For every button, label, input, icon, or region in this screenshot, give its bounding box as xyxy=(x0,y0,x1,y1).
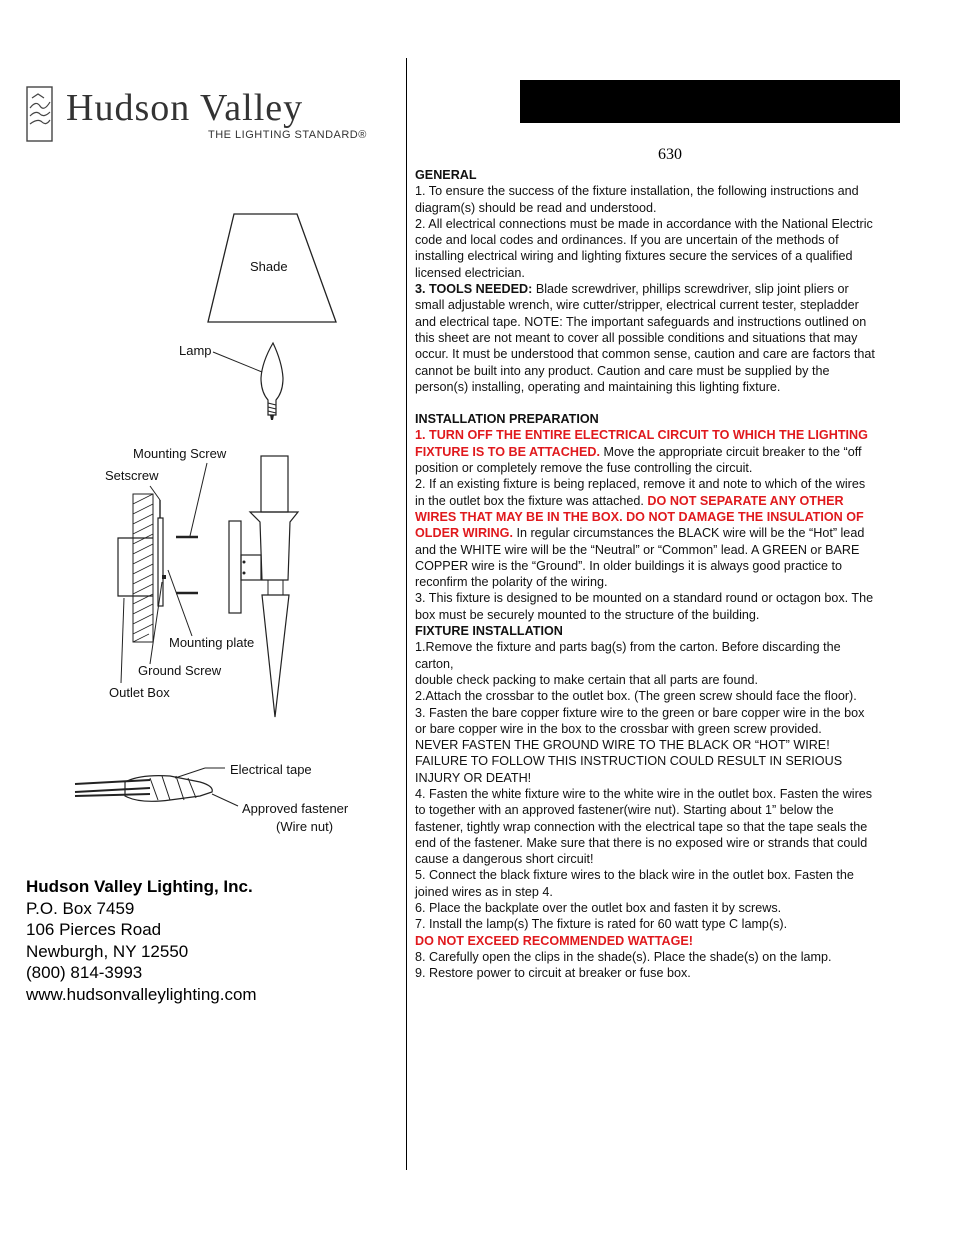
preparation-item2-line: COPPER wire is the “Ground”. In older buildings it is always good practice to xyxy=(415,558,842,573)
preparation-warning-text: DO NOT SEPARATE ANY OTHER xyxy=(643,493,844,508)
preparation-item2-line: 2. If an existing fixture is being replaced, remove it and note to which of the wires xyxy=(415,477,866,492)
general-item1-line: 1. To ensure the success of the fixture installation, the following instructions and xyxy=(415,184,859,199)
model-number: 630 xyxy=(658,146,682,163)
installation-diagram xyxy=(0,0,406,860)
installation-step3-line: INJURY OR DEATH! xyxy=(415,770,532,785)
general-item3-line: cannot be built into any product. Caution and care must be supplied by the xyxy=(415,363,830,378)
company-name: Hudson Valley Lighting, Inc. xyxy=(26,877,253,896)
preparation-warning-text: OLDER WIRING. xyxy=(415,526,513,541)
installation-heading: FIXTURE INSTALLATION xyxy=(415,624,563,639)
preparation-item1-line xyxy=(415,444,935,460)
brand-name: Hudson Valley xyxy=(66,87,304,129)
installation-step4-line: fastener, tightly wrap connection with the electrical tape so that the tape seals the xyxy=(415,819,868,834)
general-heading: GENERAL xyxy=(415,168,477,182)
general-item2-line: installing electrical wiring and lighting fixtures secure the services of a qualified xyxy=(415,249,853,264)
installation-step4-line: end of the fastener. Make sure that there is no exposed wire or strands that could xyxy=(415,835,868,850)
title-bar xyxy=(520,80,900,123)
installation-step5-line: joined wires as in step 4. xyxy=(415,884,553,899)
installation-step7-line: 7. Install the lamp(s) The fixture is rated for 60 watt type C lamp(s). xyxy=(415,917,788,932)
preparation-heading: INSTALLATION PREPARATION xyxy=(415,412,599,427)
fixture-arm-drawing xyxy=(250,512,298,580)
preparation-text: Move the appropriate circuit breaker to the “off xyxy=(599,444,862,459)
label-electrical-tape: Electrical tape xyxy=(230,762,312,777)
label-setscrew: Setscrew xyxy=(105,468,159,483)
city-state-zip: Newburgh, NY 12550 xyxy=(26,941,189,961)
general-item2-line: code and local codes and ordinances. If you are uncertain of the methods of xyxy=(415,233,839,248)
installation-step3-line: 3. Fasten the bare copper fixture wire to the green or bare copper wire in the box xyxy=(415,705,865,720)
label-mounting-screw: Mounting Screw xyxy=(133,446,227,461)
label-mounting-plate: Mounting plate xyxy=(169,635,255,650)
installation-step8-line: 8. Carefully open the clips in the shade(s). Place the shade(s) on the lamp. xyxy=(415,949,832,964)
column-divider xyxy=(406,58,407,1170)
brand-tagline: THE LIGHTING STANDARD® xyxy=(208,129,367,141)
label-outlet-box: Outlet Box xyxy=(109,685,170,700)
preparation-item3-line: box must be securely mounted to the structure of the building. xyxy=(415,607,760,622)
installation-step4-line: 4. Fasten the white fixture wire to the white wire in the outlet box. Fasten the wires xyxy=(415,786,873,801)
preparation-warning-line: WIRES THAT MAY BE IN THE BOX. DO NOT DAMAGE THE INSULATION OF xyxy=(415,509,864,524)
installation-step4-line: cause a dangerous short circuit! xyxy=(415,852,594,867)
general-item3-line: this sheet are not meant to cover all possible conditions and situations that may xyxy=(415,330,858,345)
instructions-body xyxy=(415,167,935,982)
general-item3-line xyxy=(415,281,935,297)
preparation-warning-text: FIXTURE IS TO BE ATTACHED. xyxy=(415,444,600,459)
label-approved-fastener: Approved fastener xyxy=(242,801,349,816)
installation-step1-line: carton, xyxy=(415,656,454,671)
label-ground-screw: Ground Screw xyxy=(138,663,222,678)
general-item3-line: and electrical tape. NOTE: The important safeguards and instructions outlined on xyxy=(415,314,867,329)
installation-step3-line: FAILURE TO FOLLOW THIS INSTRUCTION COULD RESULT IN SERIOUS xyxy=(415,754,843,769)
general-item3-line: small adjustable wrench, wire cutter/stripper, electrical current tester, stepladder xyxy=(415,298,859,313)
general-item3-line: occur. It must be understood that common sense, caution and care are factors that xyxy=(415,347,875,362)
wattage-warning: DO NOT EXCEED RECOMMENDED WATTAGE! xyxy=(415,933,693,948)
backplate-drawing xyxy=(229,521,241,613)
preparation-text: in the outlet box the fixture was attached. xyxy=(415,493,644,508)
po-box: P.O. Box 7459 xyxy=(26,898,135,918)
preparation-item2-line xyxy=(415,493,935,509)
general-item1-line: diagram(s) should be read and understood. xyxy=(415,200,657,215)
installation-step6-line: 6. Place the backplate over the outlet box and fasten it by screws. xyxy=(415,901,782,916)
tools-needed-text: Blade screwdriver, phillips screwdriver, slip joint pliers or xyxy=(532,282,849,297)
installation-step2-line: 2.Attach the crossbar to the outlet box. (The green screw should face the floor). xyxy=(415,689,857,704)
phone-number: (800) 814-3993 xyxy=(26,963,143,982)
installation-step3-line: NEVER FASTEN THE GROUND WIRE TO THE BLACK OR “HOT” WIRE! xyxy=(415,738,830,753)
company-address xyxy=(26,876,257,1005)
preparation-item2-line: reconfirm the polarity of the wiring. xyxy=(415,575,608,590)
installation-step5-line: 5. Connect the black fixture wires to the black wire in the outlet box. Fasten the xyxy=(415,868,854,883)
installation-step1-line: double check packing to make certain that all parts are found. xyxy=(415,672,759,687)
general-item3-line: person(s) installing, operating and maintaining this lighting fixture. xyxy=(415,379,781,394)
preparation-item1-line: position or completely remove the fuse controlling the circuit. xyxy=(415,461,753,476)
label-wire-nut: (Wire nut) xyxy=(276,819,334,834)
installation-step1-line: 1.Remove the fixture and parts bag(s) from the carton. Before discarding the xyxy=(415,640,841,655)
label-shade: Shade xyxy=(250,259,288,274)
installation-step3-line: or bare copper wire in the box to the crossbar with green screw provided. xyxy=(415,721,822,736)
preparation-warning-line: 1. TURN OFF THE ENTIRE ELECTRICAL CIRCUIT TO WHICH THE LIGHTING xyxy=(415,428,868,443)
street-address: 106 Pierces Road xyxy=(26,920,162,939)
label-lamp: Lamp xyxy=(179,343,212,358)
preparation-item2-line xyxy=(415,525,935,541)
installation-step4-line: to together with an approved fastener(wire nut). Starting about 1” below the xyxy=(415,803,834,818)
website[interactable]: www.hudsonvalleylighting.com xyxy=(26,984,257,1004)
preparation-item3-line: 3. This fixture is designed to be mounted on a standard round or octagon box. The xyxy=(415,591,874,606)
installation-step9-line: 9. Restore power to circuit at breaker or fuse box. xyxy=(415,966,691,981)
general-item2-line: 2. All electrical connections must be made in accordance with the National Electric xyxy=(415,216,873,231)
general-item2-line: licensed electrician. xyxy=(415,265,525,280)
preparation-text: In regular circumstances the BLACK wire will be the “Hot” lead xyxy=(512,526,865,541)
preparation-item2-line: and the WHITE wire will be the “Neutral” or “Common” lead. A GREEN or BARE xyxy=(415,542,860,557)
wire-connection-drawing xyxy=(75,780,150,796)
tools-needed-label: 3. TOOLS NEEDED: xyxy=(415,282,533,297)
